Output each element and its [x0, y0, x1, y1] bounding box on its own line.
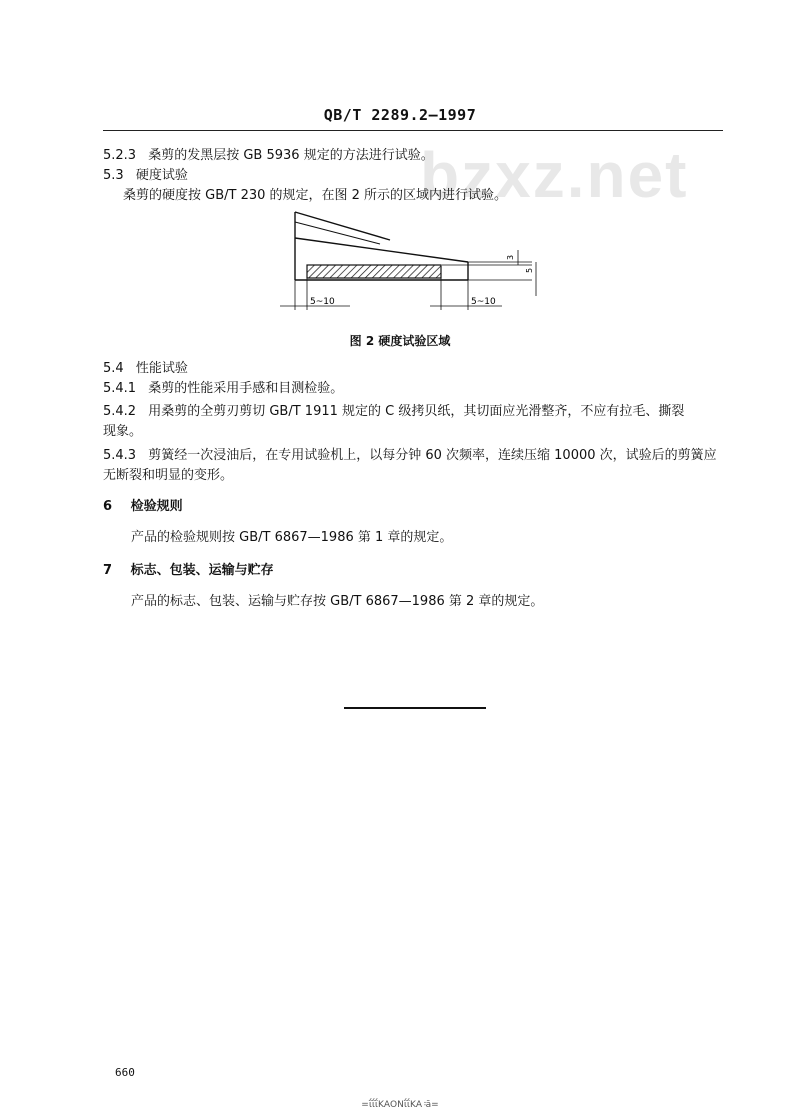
- section-7-body: 产品的标志、包装、运输与贮存按 GB/T 6867—1986 第 2 章的规定。: [131, 594, 544, 609]
- section-number: 6: [103, 499, 113, 514]
- dim-right-label: 5~10: [471, 297, 496, 307]
- clause-number: 5.3: [103, 168, 124, 183]
- section-7-heading: [103, 561, 274, 581]
- clause-number: 5.2.3: [103, 148, 137, 163]
- blade-slope-edge: [295, 238, 468, 262]
- header-rule: [103, 130, 723, 131]
- clause-text: 桑剪的发黑层按 GB 5936 规定的方法进行试验。: [148, 148, 434, 163]
- page-header-standard-number: QB/T 2289.2—1997: [323, 106, 477, 124]
- clause-5-2-3: [103, 146, 434, 166]
- section-number: 7: [103, 563, 113, 578]
- watermark: bzxz.net: [420, 139, 689, 211]
- clause-5-3-body: 桑剪的硬度按 GB/T 230 的规定，在图 2 所示的区域内进行试验。: [123, 188, 508, 203]
- clause-5-4-3-cont: 无断裂和明显的变形。: [103, 468, 234, 483]
- page-number: 660: [115, 1066, 135, 1079]
- section-6-heading: [103, 497, 183, 517]
- clause-5-4-2-cont: 现象。: [103, 424, 143, 439]
- section-6-body: 产品的检验规则按 GB/T 6867—1986 第 1 章的规定。: [131, 530, 453, 545]
- clause-title: 硬度试验: [135, 168, 188, 183]
- hardness-test-zone: [307, 265, 441, 278]
- dim-5-label: 5: [525, 267, 534, 273]
- clause-number: 5.4.1: [103, 381, 137, 396]
- clause-text: 桑剪的性能采用手感和目测检验。: [148, 381, 344, 396]
- clause-title: 性能试验: [135, 361, 188, 376]
- dim-3-label: 3: [506, 254, 515, 260]
- clause-5-4-2: [103, 402, 684, 422]
- end-of-document-rule: [344, 707, 486, 709]
- clause-text: 剪簧经一次浸油后，在专用试验机上，以每分钟 60 次频率，连续压缩 10000 次，试验后的剪簧应: [148, 448, 717, 463]
- clause-text: 用桑剪的全剪刃剪切 GB/T 1911 规定的 C 级拷贝纸，其切面应光滑整齐，不应有拉毛、撕裂: [148, 404, 685, 419]
- clause-number: 5.4.2: [103, 404, 137, 419]
- clause-5-4-heading: [103, 359, 188, 379]
- clause-5-4-1: [103, 379, 343, 399]
- footer-text: =ΐΐΐKΑΟΝΐΐΚΑ᠄ā=: [361, 1100, 439, 1110]
- figure-2-caption: 图 2 硬度试验区域: [349, 334, 451, 348]
- section-title: 标志、包装、运输与贮存: [130, 563, 274, 578]
- clause-5-4-3: [103, 446, 717, 466]
- clause-number: 5.4.3: [103, 448, 137, 463]
- section-title: 检验规则: [130, 499, 183, 514]
- dim-left-label: 5~10: [310, 297, 335, 307]
- figure-2-hardness-area: [270, 210, 560, 325]
- clause-5-3-heading: [103, 166, 188, 186]
- clause-number: 5.4: [103, 361, 124, 376]
